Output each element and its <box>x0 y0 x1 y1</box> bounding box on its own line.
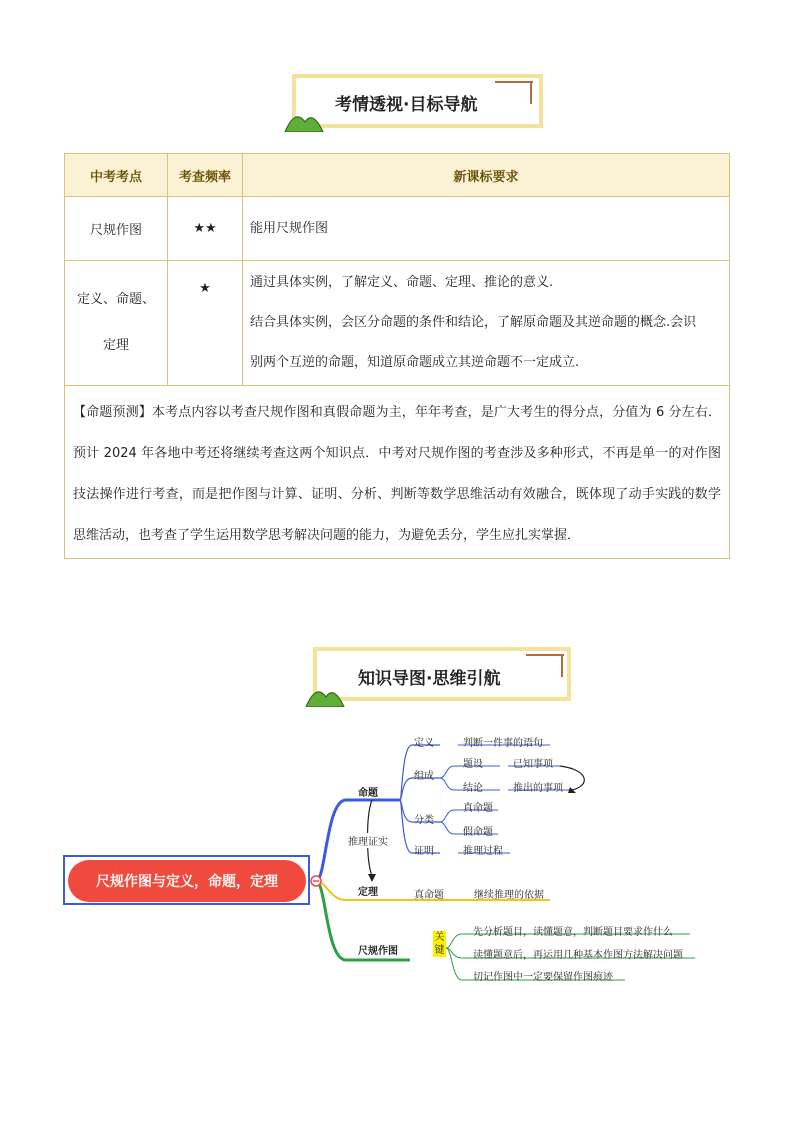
node-proof-value: 推理过程 <box>463 846 503 857</box>
node-definition-value: 判断一件事的语句 <box>463 738 543 749</box>
topic-line: 定理 <box>102 338 129 353</box>
requirement-cell: 能用尺规作图 <box>243 197 730 261</box>
construction-step: 先分析题目，读懂题意，判断题目要求作什么 <box>473 927 673 938</box>
corner-mark-icon <box>495 80 535 106</box>
node-theorem-value: 继续推理的依据 <box>474 890 544 901</box>
node-definition-label: 定义 <box>414 738 434 749</box>
mind-map <box>0 700 794 1000</box>
topic-cell: 尺规作图 <box>65 197 168 261</box>
prediction-text: 【命题预测】本考点内容以考查尺规作图和真假命题为主，年年考查，是广大考生的得分点，分值为 6 分左右．预计 2024 年各地中考还将继续考查这两个知识点．中考对尺规作图的考查涉及多种形式，不再是单一的对作图技法操作进行考查，而是把作图与计算、证明、分析、判断等数学思维活动有效融合，既体现了动手实践的数学思维活动，也考查了学生运用数学思考解决问题的能力，为避免丢分，学生应扎实掌握． <box>65 386 730 559</box>
topic-cell <box>65 261 168 386</box>
exam-table <box>64 153 730 559</box>
node-classification-label: 分类 <box>414 815 434 826</box>
construction-step: 读懂题意后，再运用几种基本作图方法解决问题 <box>473 950 683 961</box>
node-proof-label: 证明 <box>414 846 434 857</box>
hill-icon <box>283 106 325 132</box>
corner-mark-icon <box>526 653 566 679</box>
node-condition: 题设 <box>463 759 483 770</box>
prediction-row <box>65 386 730 559</box>
table-header-row <box>65 154 730 197</box>
branch-proposition: 命题 <box>358 788 378 799</box>
table-row <box>65 197 730 261</box>
frequency-stars: ★ <box>199 281 211 296</box>
requirement-line: 结合具体实例，会区分命题的条件和结论，了解原命题及其逆命题的概念.会识 <box>250 315 697 330</box>
node-condition-value: 已知事项 <box>513 759 553 770</box>
requirement-line: 通过具体实例，了解定义、命题、定理、推论的意义. <box>250 275 554 290</box>
header-requirement: 新课标要求 <box>243 154 730 197</box>
requirement-cell <box>243 261 730 386</box>
branch-theorem: 定理 <box>358 887 378 898</box>
node-composition-label: 组成 <box>414 771 434 782</box>
node-reasoning-label: 推理证实 <box>348 833 388 848</box>
topic-line: 定义、命题、 <box>76 292 155 307</box>
frequency-cell: ★★ <box>168 197 243 261</box>
header-topic: 中考考点 <box>65 154 168 197</box>
node-true-proposition: 真命题 <box>463 803 493 814</box>
node-conclusion-value: 推出的事项 <box>513 783 563 794</box>
banner-knowledge-map <box>304 647 574 707</box>
banner-exam-overview <box>283 74 545 134</box>
table-row <box>65 261 730 386</box>
requirement-line: 别两个互逆的命题，知道原命题成立其逆命题不一定成立. <box>250 355 580 370</box>
header-frequency: 考查频率 <box>168 154 243 197</box>
key-badge: 关键 <box>434 932 445 956</box>
node-theorem-item: 真命题 <box>414 890 444 901</box>
node-false-proposition: 假命题 <box>463 827 493 838</box>
banner-title: 考情透视·目标导航 <box>335 95 478 115</box>
banner-title: 知识导图·思维引航 <box>358 669 501 689</box>
frequency-cell <box>168 261 243 386</box>
root-node: 尺规作图与定义，命题，定理 <box>68 860 306 902</box>
branch-construction: 尺规作图 <box>358 946 398 957</box>
node-conclusion: 结论 <box>463 783 483 794</box>
construction-step: 切记作图中一定要保留作图痕迹 <box>473 972 613 983</box>
